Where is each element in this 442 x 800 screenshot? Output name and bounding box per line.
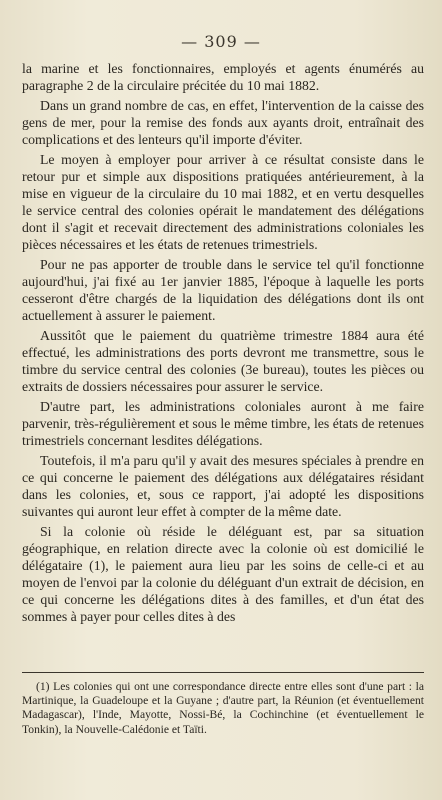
paragraph-7: Toutefois, il m'a paru qu'il y avait des mesures spéciales à prendre en ce qui concerne le paiement des délégations aux délégataires résidant dans les colonies, et, sous ce rapport, j'ai adopté les dispositions suivantes qui auront leur effet à compter de la même date.	[22, 453, 424, 519]
paragraph-2: Dans un grand nombre de cas, en effet, l'intervention de la caisse des gens de mer, pour la remise des fonds aux ayants droit, entraînait des complications et des lenteurs qu'il importe d'éviter.	[22, 98, 424, 147]
footnote-divider	[22, 672, 424, 673]
footnote-text: (1) Les colonies qui ont une correspondance directe entre elles sont d'une part : la Martinique, la Guadeloupe et la Guyane ; d'autre part, la Réunion (et éventuellement Madagascar), l'Inde, Mayotte, Nossi-Bé, la Cochinchine (et éventuellement le Tonkin), la Nouvelle-Calédonie et Taïti.	[22, 680, 424, 736]
paragraph-4: Pour ne pas apporter de trouble dans le service tel qu'il fonctionne aujourd'hui, j'ai fixé au 1er janvier 1885, l'époque à laquelle les ports cesseront d'être chargés de la liquidation des délégations dont ils ont actuellement à assurer le paiement.	[22, 257, 424, 323]
body-text	[22, 60, 424, 628]
paragraph-5: Aussitôt que le paiement du quatrième trimestre 1884 aura été effectué, les administrations des ports devront me transmettre, sous le timbre du service central des colonies (3e bureau), toutes les pièces ou extraits de dossiers nécessaires pour assurer le service.	[22, 328, 424, 394]
footnote	[22, 680, 424, 737]
paragraph-1: la marine et les fonctionnaires, employés et agents énumérés au paragraphe 2 de la circulaire précitée du 10 mai 1882.	[22, 61, 424, 93]
paragraph-6: D'autre part, les administrations coloniales auront à me faire parvenir, très-régulièrement et sous le même timbre, les états de retenues trimestriels concernant lesdites délégations.	[22, 399, 424, 448]
paragraph-8: Si la colonie où réside le déléguant est, par sa situation géographique, en relation directe avec la colonie où est domicilié le délégataire (1), le paiement aura lieu par les soins de celle-ci et au moyen de l'envoi par la colonie du déléguant d'un extrait de décision, en ce qui concerne les délégations dites à des familles, et d'un état des sommes à payer pour celles dites à des	[22, 524, 424, 624]
page-number: — 309 —	[181, 32, 261, 51]
paragraph-3: Le moyen à employer pour arriver à ce résultat consiste dans le retour pur et simple aux dispositions pratiquées antérieurement, à la mise en vigueur de la circulaire du 10 mai 1882, et en vertu desquelles le service central des colonies opérait le mandatement des délégations dont il s'agit et recevait directement des administrations coloniales les pièces nécessaires et les états de retenues trimestriels.	[22, 152, 424, 252]
